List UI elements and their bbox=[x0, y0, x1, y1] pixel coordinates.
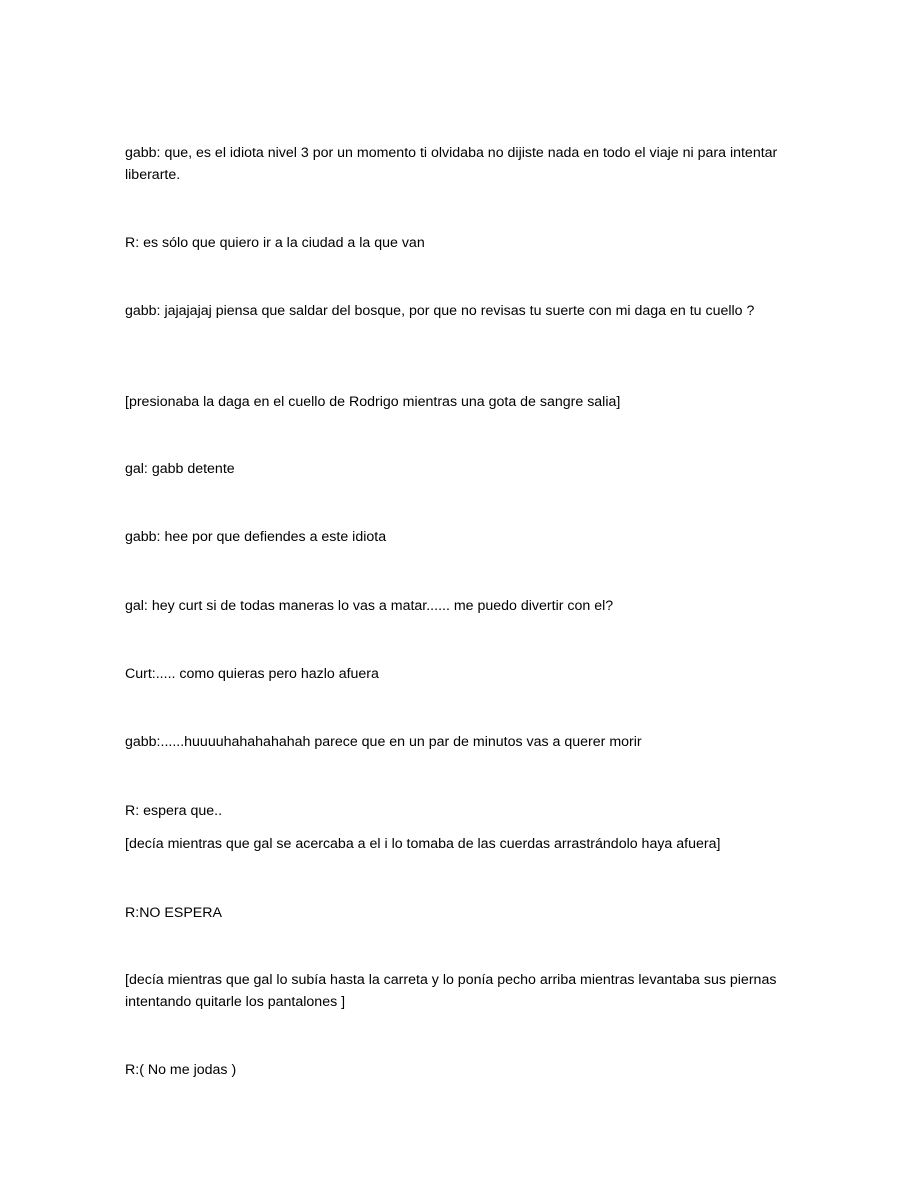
paragraph-1: gabb: que, es el idiota nivel 3 por un momento ti olvidaba no dijiste nada en todo el viaje ni para intentar liberarte. bbox=[125, 145, 778, 183]
paragraph-5: gal: gabb detente bbox=[125, 461, 235, 477]
paragraph-2: R: es sólo que quiero ir a la ciudad a la que van bbox=[125, 235, 425, 251]
paragraph-7: gal: hey curt si de todas maneras lo vas a matar...... me puedo divertir con el? bbox=[125, 598, 614, 614]
paragraph-12: R:NO ESPERA bbox=[125, 905, 222, 921]
paragraph-8: Curt:..... como quieras pero hazlo afuera bbox=[125, 666, 379, 682]
paragraph-3: gabb: jajajajaj piensa que saldar del bosque, por que no revisas tu suerte con mi daga en tu cuello ? bbox=[125, 303, 755, 319]
paragraph-6: gabb: hee por que defiendes a este idiota bbox=[125, 529, 387, 545]
paragraph-11: [decía mientras que gal se acercaba a el i lo tomaba de las cuerdas arrastrándolo haya afuera] bbox=[125, 836, 721, 852]
paragraph-10: R: espera que.. bbox=[125, 803, 223, 819]
paragraph-4: [presionaba la daga en el cuello de Rodrigo mientras una gota de sangre salia] bbox=[125, 394, 621, 410]
paragraph-14: R:( No me jodas ) bbox=[125, 1062, 237, 1078]
paragraph-13: [decía mientras que gal lo subía hasta la carreta y lo ponía pecho arriba mientras levantaba sus piernas intentando quitarle los pantalones ] bbox=[125, 972, 777, 1010]
paragraph-9: gabb:......huuuuhahahahahah parece que en un par de minutos vas a querer morir bbox=[125, 734, 642, 750]
